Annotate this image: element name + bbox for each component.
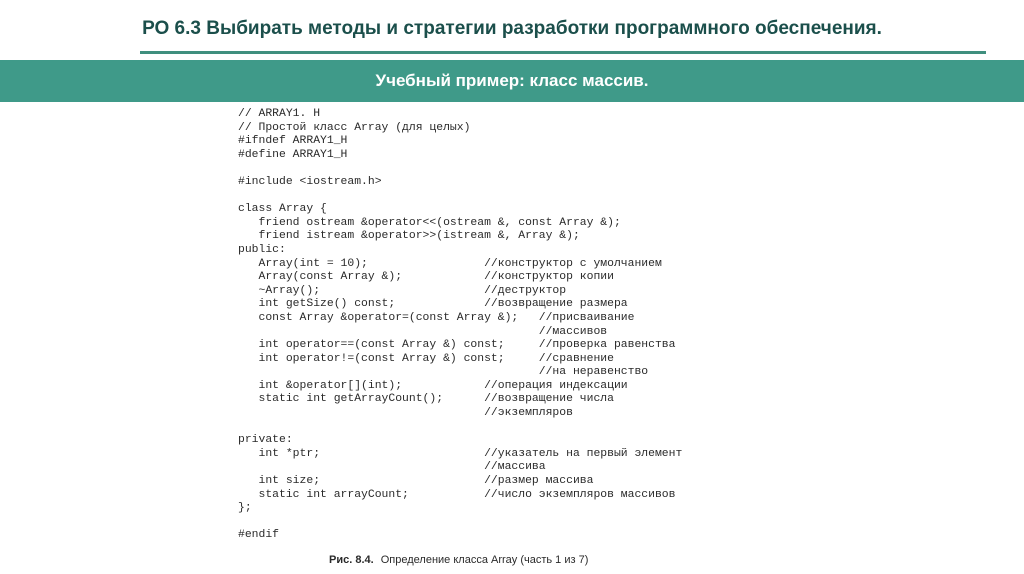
code-line: static int getArrayCount(); //возвращение числа xyxy=(238,393,614,406)
caption-text: Определение класса Array (часть 1 из 7) xyxy=(380,554,589,566)
code-line: int operator==(const Array &) const; //проверка равенства xyxy=(238,339,676,352)
code-line: // Простой класс Array (для целых) xyxy=(238,121,471,134)
code-line: int getSize() const; //возвращение размера xyxy=(238,298,628,311)
slide-title: РО 6.3 Выбирать методы и стратегии разработки программного обеспечения. xyxy=(142,18,882,39)
code-line: ~Array(); //деструктор xyxy=(238,284,567,297)
code-line: int size; //размер массива xyxy=(238,475,594,488)
code-line: //массива xyxy=(238,461,546,474)
code-line: friend istream &operator>>(istream &, Array &); xyxy=(238,230,580,243)
code-line xyxy=(238,516,682,530)
code-line: static int arrayCount; //число экземпляров массивов xyxy=(238,488,676,501)
code-line xyxy=(238,421,682,435)
code-line: //на неравенство xyxy=(238,366,649,379)
section-banner xyxy=(0,60,1024,102)
code-line: friend ostream &operator<<(ostream &, const Array &); xyxy=(238,216,621,229)
code-line: #include <iostream.h> xyxy=(238,175,382,188)
code-line: private: xyxy=(238,434,293,447)
code-line: #define ARRAY1_H xyxy=(238,148,348,161)
code-line: const Array &operator=(const Array &); //присваивание xyxy=(238,311,635,324)
code-line: int operator!=(const Array &) const; //сравнение xyxy=(238,352,614,365)
banner-title: Учебный пример: класс массив. xyxy=(375,71,649,90)
code-listing xyxy=(238,108,682,543)
code-line: Array(const Array &); //конструктор копии xyxy=(238,271,614,284)
code-line: //экземпляров xyxy=(238,407,573,420)
title-underline xyxy=(140,51,986,54)
code-line: #endif xyxy=(238,529,280,542)
code-line: #ifndef ARRAY1_H xyxy=(238,135,348,148)
code-line: // ARRAY1. H xyxy=(238,108,321,120)
code-line xyxy=(238,162,682,176)
code-line: int *ptr; //указатель на первый элемент xyxy=(238,447,683,460)
code-line: class Array { xyxy=(238,203,327,216)
caption-label: Рис. 8.4. xyxy=(329,554,374,566)
code-line: int &operator[](int); //операция индексации xyxy=(238,379,628,392)
figure-caption xyxy=(329,554,588,566)
code-line: //массивов xyxy=(238,325,608,338)
code-line xyxy=(238,190,682,204)
code-line: }; xyxy=(238,502,252,515)
code-line: public: xyxy=(238,243,286,256)
code-line: Array(int = 10); //конструктор с умолчанием xyxy=(238,257,662,270)
